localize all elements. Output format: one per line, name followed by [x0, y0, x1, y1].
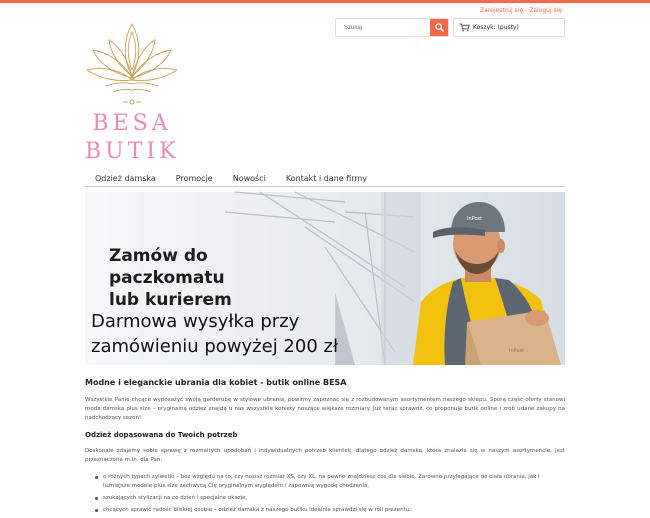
register-link[interactable]: Zarejestruj się: [480, 7, 524, 14]
nav-item-new-arrivals[interactable]: Nowości: [232, 174, 266, 183]
login-link[interactable]: Zaloguj się: [529, 7, 562, 14]
site-logo[interactable]: [85, 18, 179, 164]
nav-item-womens-clothing[interactable]: Odzież damska: [95, 174, 156, 183]
article-bullet-list: [85, 473, 565, 515]
search-input[interactable]: [336, 19, 432, 36]
list-item: chcących sprawić radość bliskiej osobie – odzież damska z naszego butiku idealnie sprawdzi się w roli prezentu.: [95, 506, 565, 515]
list-item: o różnych typach sylwetki – bez względu na to, czy nosisz rozmiar XS, czy XL, na pewno znajdziesz coś dla siebie. Zarówno przylegające do ciała ubrania, jak i luźniejsze modele plus size zachwycą Cię oryginalnym wyglądem i zapewnią wygodę chodzenia,: [95, 473, 565, 491]
link-separator: -: [525, 7, 528, 14]
search-icon: [435, 23, 444, 32]
account-links: [480, 7, 562, 14]
search-button[interactable]: [430, 19, 448, 36]
courier-illustration: [405, 192, 565, 365]
list-item: szukających stylizacji na co dzień i specjalne okazje,: [95, 494, 565, 503]
main-nav: [85, 172, 565, 187]
top-accent-bar: [0, 0, 650, 3]
article-paragraph: Doskonale zdajemy sobie sprawę z rozmaitych upodobań i indywidualnych potrzeb klientek, dlatego odzież damska, która znalazła się w naszym asortymencie, jest przeznaczona m.in. dla Pań:: [85, 448, 565, 463]
nav-item-promotions[interactable]: Promocje: [175, 174, 213, 183]
lotus-icon: [85, 18, 179, 110]
banner-line-1: Zamów do: [109, 246, 208, 266]
cart-icon: [459, 23, 470, 32]
logo-text-besa: BESA: [92, 111, 172, 136]
banner-line-5: zamówieniu powyżej 200 zł: [91, 336, 339, 357]
nav-item-contact[interactable]: Kontakt i dane firmy: [285, 174, 367, 183]
article-subtitle: Odzież dopasowana do Twoich potrzeb: [85, 431, 238, 439]
cap-logo-text: InPost: [467, 216, 483, 222]
banner-line-3: lub kurierem: [109, 290, 232, 310]
cart-button[interactable]: [453, 18, 565, 37]
banner-headline: [109, 245, 329, 311]
banner-line-4: Darmowa wysyłka przy: [91, 311, 300, 332]
promo-banner[interactable]: [85, 192, 565, 365]
banner-subheadline: [91, 309, 391, 359]
article-intro: Wszystkie Panie chcące wyposażyć swoją garderobę w stylowe ubrania, powinny zapoznać się z rozbudowanym asortymentem naszego sklepu. Sporą część oferty stanowi moda damska plus size – oryginalną odzież znajdą u nas wszystkie kobiety noszące większe rozmiary. Już teraz sprawdź, co proponuje butik online i zrób udane zakupy na nadchodzący sezon!: [85, 397, 565, 421]
box-logo-text: InPost: [509, 348, 525, 354]
search-box: [335, 18, 449, 37]
banner-line-2: paczkomatu: [109, 268, 225, 288]
article-title: Modne i eleganckie ubrania dla kobiet - butik online BESA: [85, 378, 347, 387]
cart-label: Koszyk: (pusty): [473, 24, 519, 31]
article-section: [85, 378, 565, 518]
logo-text-butik: BUTIK: [85, 139, 180, 164]
